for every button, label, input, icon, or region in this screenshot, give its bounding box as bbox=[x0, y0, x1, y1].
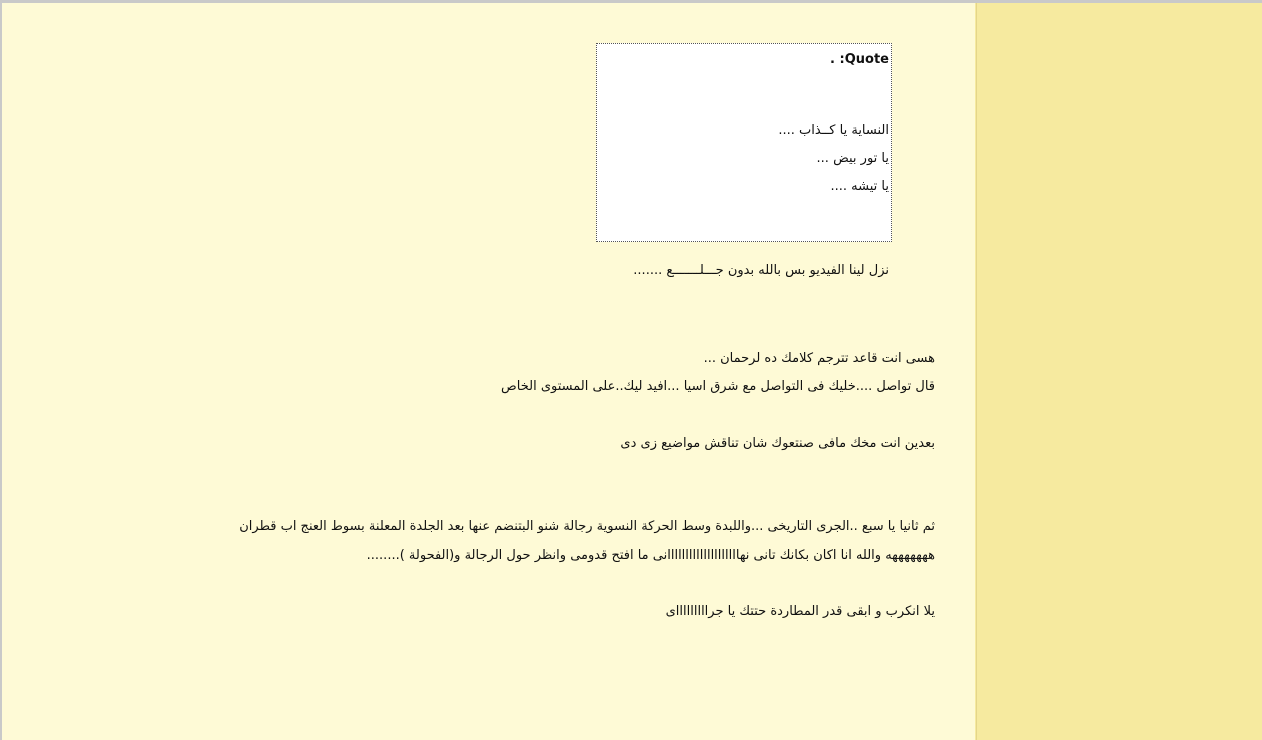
quote-line: يا تيشه .... bbox=[830, 179, 889, 194]
post-text-line: هسى انت قاعد تترجم كلامك ده لرحمان ... bbox=[703, 351, 935, 366]
post-text-line: ثم ثانيا يا سبع ..الجرى التاريخى ...واللبدة وسط الحركة النسوية رجالة شنو البتنضم عنها بعد الجلدة المعلنة بسوط العنج اب قطران bbox=[239, 519, 935, 534]
quote-label: Quote: . bbox=[830, 52, 889, 67]
post-text-line: يلا انكرب و ابقى قدر المطاردة حتتك يا جراااااااااى bbox=[665, 604, 935, 619]
quote-box bbox=[596, 43, 892, 278]
post-text-line: قال تواصل ....خليك فى التواصل مع شرق اسيا ...افيد ليك..على المستوى الخاص bbox=[501, 379, 935, 394]
quote-line: النساية يا كــذاب .... bbox=[778, 123, 889, 138]
post-text-line: هههههههه والله انا اكان بكانك تانى نهاااااااااااااااااااانى ما افتح قدومى وانظر حول الرجالة و(الفحولة )........ bbox=[366, 548, 935, 563]
quote-line: نزل لينا الفيديو بس بالله بدون جـــلـــــــع ....... bbox=[633, 263, 889, 278]
side-panel bbox=[976, 3, 1262, 740]
post-text-line: بعدين انت مخك مافى صنتعوك شان تناقش مواضيع زى دى bbox=[620, 436, 935, 451]
quote-line: يا تور بيض ... bbox=[816, 151, 889, 166]
